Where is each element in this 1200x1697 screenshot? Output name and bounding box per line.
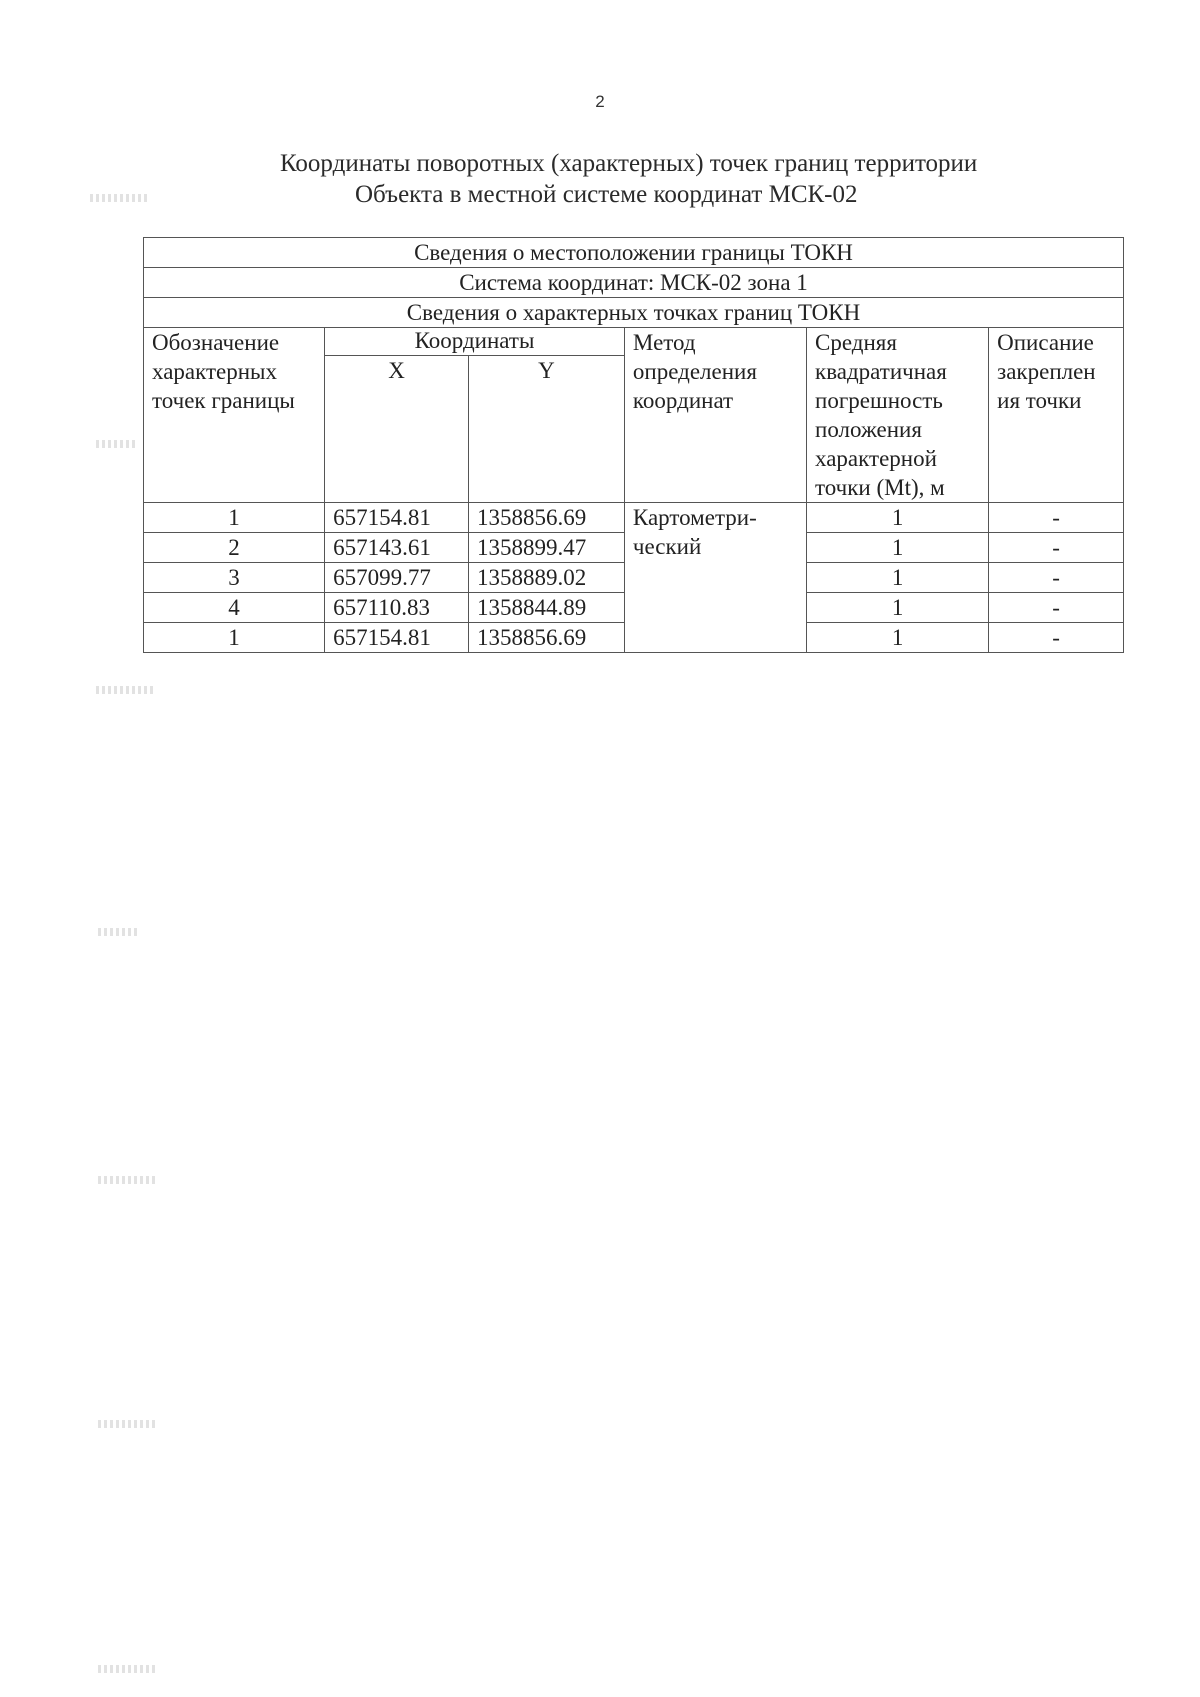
point-cell: 4 bbox=[144, 593, 325, 623]
header-designation: Обозначение характерных точек границы bbox=[144, 328, 325, 503]
y-cell: 1358856.69 bbox=[468, 503, 624, 533]
document-title-line-2: Объекта в местной системе координат МСК-02 bbox=[355, 181, 858, 208]
y-cell: 1358889.02 bbox=[468, 563, 624, 593]
scan-artifact bbox=[96, 686, 156, 694]
document-title-line-1: Координаты поворотных (характерных) точек границ территории bbox=[280, 150, 978, 177]
scan-artifact bbox=[98, 1420, 158, 1428]
x-cell: 657154.81 bbox=[325, 503, 469, 533]
y-cell: 1358899.47 bbox=[468, 533, 624, 563]
point-cell: 2 bbox=[144, 533, 325, 563]
document-title bbox=[250, 148, 1130, 210]
table-row-location bbox=[144, 238, 1124, 268]
y-cell: 1358844.89 bbox=[468, 593, 624, 623]
header-method: Метод определения координат bbox=[624, 328, 806, 503]
error-cell: 1 bbox=[807, 563, 989, 593]
scan-artifact bbox=[90, 194, 150, 202]
header-description: Описание закреплен ия точки bbox=[989, 328, 1124, 503]
coordinates-table bbox=[143, 237, 1124, 653]
description-cell: - bbox=[989, 503, 1124, 533]
location-heading: Сведения о местоположении границы ТОКН bbox=[144, 238, 1124, 268]
scan-artifact bbox=[98, 1665, 158, 1673]
description-cell: - bbox=[989, 563, 1124, 593]
point-cell: 1 bbox=[144, 623, 325, 653]
error-cell: 1 bbox=[807, 593, 989, 623]
method-cell: Картометри-ческий bbox=[624, 503, 806, 653]
table-row-points bbox=[144, 298, 1124, 328]
y-cell: 1358856.69 bbox=[468, 623, 624, 653]
header-coordinates: Координаты bbox=[325, 328, 625, 356]
x-cell: 657099.77 bbox=[325, 563, 469, 593]
x-cell: 657154.81 bbox=[325, 623, 469, 653]
header-error: Средняя квадратичная погрешность положения характерной точки (Mt), м bbox=[807, 328, 989, 503]
error-cell: 1 bbox=[807, 623, 989, 653]
points-heading: Сведения о характерных точках границ ТОКН bbox=[144, 298, 1124, 328]
header-row bbox=[144, 328, 1124, 356]
description-cell: - bbox=[989, 593, 1124, 623]
x-cell: 657143.61 bbox=[325, 533, 469, 563]
description-cell: - bbox=[989, 533, 1124, 563]
header-x: X bbox=[325, 355, 469, 502]
error-cell: 1 bbox=[807, 533, 989, 563]
point-cell: 3 bbox=[144, 563, 325, 593]
scan-artifact bbox=[98, 928, 138, 936]
page-number: 2 bbox=[595, 92, 605, 111]
description-cell: - bbox=[989, 623, 1124, 653]
coordinate-system-heading: Система координат: МСК-02 зона 1 bbox=[144, 268, 1124, 298]
point-cell: 1 bbox=[144, 503, 325, 533]
scan-artifact bbox=[98, 1176, 158, 1184]
header-y: Y bbox=[468, 355, 624, 502]
table-row bbox=[144, 503, 1124, 533]
scan-artifact bbox=[96, 440, 136, 448]
table-row-system bbox=[144, 268, 1124, 298]
x-cell: 657110.83 bbox=[325, 593, 469, 623]
error-cell: 1 bbox=[807, 503, 989, 533]
